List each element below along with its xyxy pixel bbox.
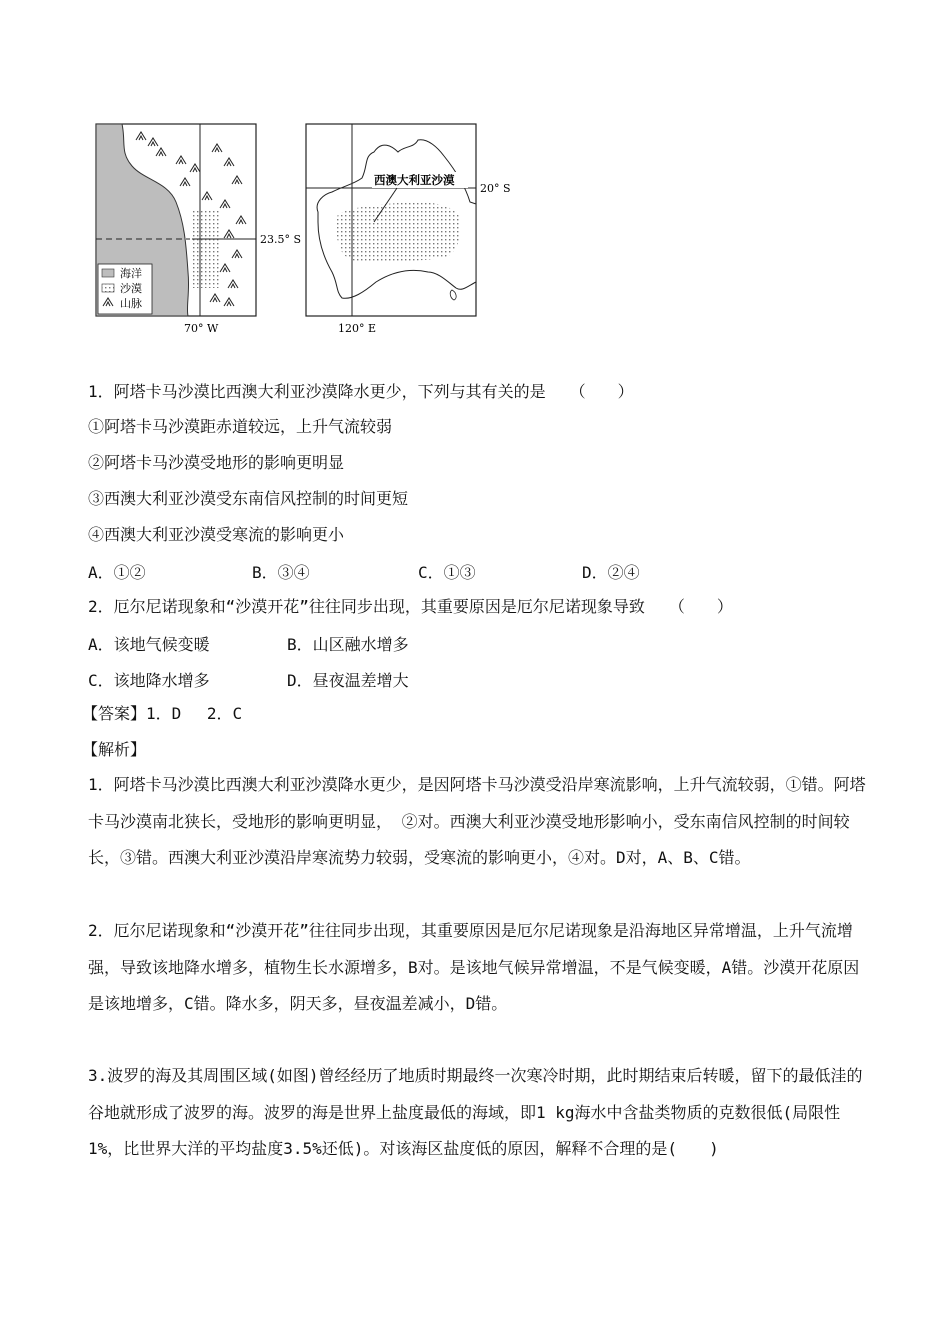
q1-stem: 1．阿塔卡马沙漠比西澳大利亚沙漠降水更少，下列与其有关的是 （ ） — [88, 382, 634, 401]
lat-label-right: 20° S — [480, 182, 511, 195]
q2-stem: 2．厄尔尼诺现象和“沙漠开花”往往同步出现，其重要原因是厄尔尼诺现象导致 （ ） — [88, 597, 733, 616]
q2-option-a: A．该地气候变暖 — [88, 635, 210, 654]
q2-option-c: C．该地降水增多 — [88, 671, 210, 690]
australia-map — [306, 124, 511, 335]
desert-label: 西澳大利亚沙漠 — [374, 173, 455, 187]
q1-item-3: ③西澳大利亚沙漠受东南信风控制的时间更短 — [88, 489, 409, 508]
analysis-title: 【解析】 — [82, 740, 147, 759]
lon-label-right: 120° E — [338, 322, 377, 335]
q1-option-a: A．①② — [88, 563, 146, 582]
q1-item-1: ①阿塔卡马沙漠距赤道较远，上升气流较弱 — [88, 417, 393, 436]
q1-option-c: C．①③ — [418, 563, 476, 582]
desert-area-aus — [336, 202, 460, 263]
q2-option-b: B．山区融水增多 — [287, 635, 409, 654]
q1-option-b: B．③④ — [252, 563, 310, 582]
answer-line: 【答案】1．D 2．C — [82, 704, 243, 723]
legend-desert: 沙漠 — [120, 282, 142, 295]
desert-area — [192, 210, 220, 288]
maps-svg — [92, 122, 522, 337]
q2-option-d: D．昼夜温差增大 — [287, 671, 409, 690]
lat-label-left: 23.5° S — [260, 233, 302, 246]
analysis-2: 2．厄尔尼诺现象和“沙漠开花”往往同步出现，其重要原因是厄尔尼诺现象是沿海地区异常增温，上升气流增强，导致该地降水增多，植物生长水源增多，B对。是该地气候异常增温，不是气候变暖，A错。沙漠开花原因是该地增多，C错。降水多，阴天多，昼夜温差减小，D错。 — [88, 921, 860, 1013]
q1-item-2: ②阿塔卡马沙漠受地形的影响更明显 — [88, 453, 345, 472]
atacama-map — [96, 124, 301, 335]
legend-mountain: 山脉 — [120, 297, 142, 310]
analysis-1: 1．阿塔卡马沙漠比西澳大利亚沙漠降水更少，是因阿塔卡马沙漠受沿岸寒流影响，上升气流较弱，①错。阿塔卡马沙漠南北狭长，受地形的影响更明显， ②对。西澳大利亚沙漠受地形影响小，受东南信风控制的时间较长，③错。西澳大利亚沙漠沿岸寒流势力较弱，受寒流的影响更小，④对。D对，A、B、C错。 — [88, 775, 866, 867]
lon-label-left: 70° W — [184, 322, 219, 335]
q3-stem: 3.波罗的海及其周围区域(如图)曾经经历了地质时期最终一次寒冷时期，此时期结束后转暖，留下的最低洼的谷地就形成了波罗的海。波罗的海是世界上盐度最低的海域，即1 kg海水中含盐类物质的克数很低(局限性1%，比世界大洋的平均盐度3.5%还低)。对该海区盐度低的原因，解释不合理的是( ) — [88, 1066, 863, 1158]
q1-item-4: ④西澳大利亚沙漠受寒流的影响更小 — [88, 525, 345, 544]
q1-option-d: D．②④ — [582, 563, 640, 582]
legend-ocean: 海洋 — [120, 267, 142, 280]
map-figures — [92, 122, 522, 337]
